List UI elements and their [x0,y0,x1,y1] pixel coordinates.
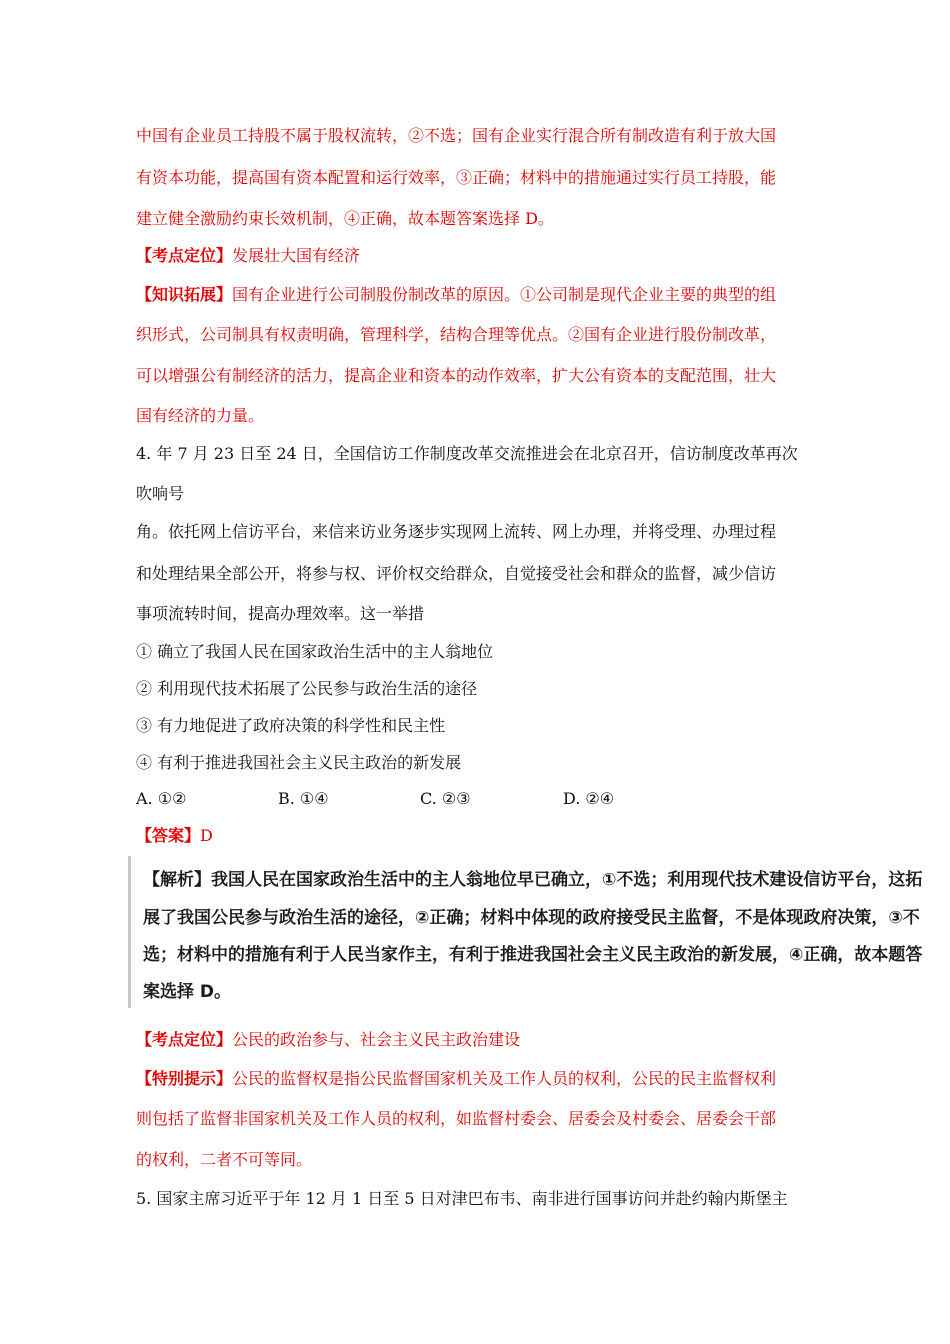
statement-item: ① 确立了我国人民在国家政治生活中的主人翁地位 [136,642,494,661]
explanation-line: 有资本功能，提高国有资本配置和运行效率，③正确；材料中的措施通过实行员工持股，能 [136,168,777,187]
tebie-row [136,1068,776,1090]
question-4-stem: 事项流转时间，提高办理效率。这一举措 [136,604,425,623]
kaodian-row [136,1029,520,1051]
tebie-text: 公民的监督权是指公民监督国家机关及工作人员的权利，公民的民主监督权利 [232,1069,777,1088]
answer-tag: 【答案】 [136,826,201,845]
answer-row [136,825,213,847]
explanation-line: 建立健全激励约束长效机制，④正确，故本题答案选择 D。 [136,209,554,228]
kaodian-row [136,245,360,267]
statement-item: ③ 有力地促进了政府决策的科学性和民主性 [136,716,446,735]
kaodian-text: 发展壮大国有经济 [232,246,361,265]
statement-item: ② 利用现代技术拓展了公民参与政治生活的途径 [136,679,478,698]
question-5-stem: 5. 国家主席习近平于年 12 月 1 日至 5 日对津巴布韦、南非进行国事访问并赴约翰内斯堡主 [136,1189,788,1208]
tebie-line: 则包括了监督非国家机关及工作人员的权利，如监督村委会、居委会及村委会、居委会干部 [136,1109,777,1128]
question-4-stem: 和处理结果全部公开，将参与权、评价权交给群众，自觉接受社会和群众的监督，减少信访 [136,564,777,583]
kaodian-tag: 【考点定位】 [136,246,233,265]
statement-item: ④ 有利于推进我国社会主义民主政治的新发展 [136,753,462,772]
kaodian-tag: 【考点定位】 [136,1030,233,1049]
analysis-line: 案选择 D。 [143,982,232,1002]
zhishi-row [136,284,776,306]
answer-value: D [200,826,213,845]
zhishi-line: 国有经济的力量。 [136,406,265,425]
tebie-line: 的权利，二者不可等同。 [136,1150,313,1169]
explanation-line: 中国有企业员工持股不属于股权流转，②不选；国有企业实行混合所有制改造有利于放大国 [136,126,777,145]
tebie-tag: 【特别提示】 [136,1069,233,1088]
option-a: A. ①② [136,789,187,808]
question-4-stem: 吹响号 [136,484,185,503]
kaodian-text: 公民的政治参与、社会主义民主政治建设 [232,1030,521,1049]
zhishi-tag: 【知识拓展】 [136,285,233,304]
question-4-stem: 角。依托网上信访平台，来信来访业务逐步实现网上流转、网上办理，并将受理、办理过程 [136,522,777,541]
question-4-stem: 4. 年 7 月 23 日至 24 日，全国信访工作制度改革交流推进会在北京召开，信访制度改革再次 [136,444,798,463]
zhishi-line: 织形式，公司制具有权责明确，管理科学，结构合理等优点。②国有企业进行股份制改革， [136,325,777,344]
analysis-line: 选；材料中的措施有利于人民当家作主，有利于推进我国社会主义民主政治的新发展，④正确，故本题答 [143,945,923,965]
option-d: D. ②④ [563,789,615,808]
option-c: C. ②③ [420,789,471,808]
analysis-line: 【解析】我国人民在国家政治生活中的主人翁地位早已确立，①不选；利用现代技术建设信访平台，这拓 [143,870,923,890]
option-b: B. ①④ [278,789,329,808]
zhishi-line: 可以增强公有制经济的活力，提高企业和资本的动作效率，扩大公有资本的支配范围，壮大 [136,366,777,385]
analysis-line: 展了我国公民参与政治生活的途径，②正确；材料中体现的政府接受民主监督，不是体现政府决策，③不 [143,908,920,928]
zhishi-text: 国有企业进行公司制股份制改革的原因。①公司制是现代企业主要的典型的组 [232,285,777,304]
analysis-box [128,856,923,1008]
